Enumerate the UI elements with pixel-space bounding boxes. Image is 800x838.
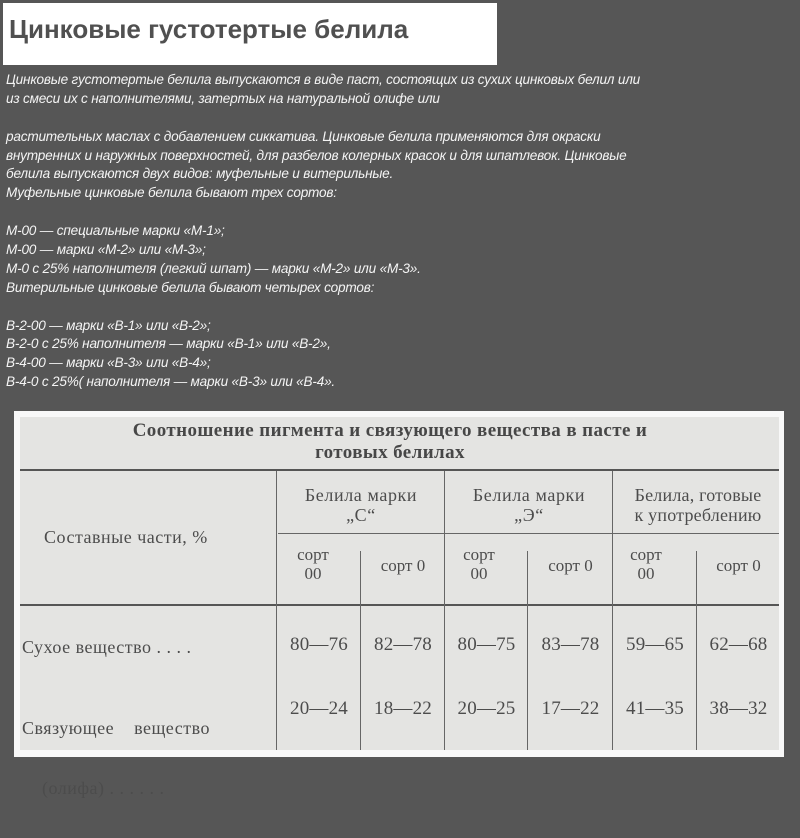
group-header-line: Белила марки [304, 485, 418, 505]
table-cell: 38—32 [709, 698, 768, 719]
article-line: М-0 с 25% наполнителя (легкий шпат) — марки «М-2» или «М-3». [6, 260, 421, 276]
table-cell: 83—78 [541, 634, 600, 655]
table-col-divider [444, 471, 445, 750]
article-line: М-00 — специальные марки «М-1»; [6, 223, 225, 239]
article-line: растительных маслах с добавлением сиккатива. Цинковые белила применяются для окраски [6, 128, 601, 144]
group-header-line: Белила, готовые [634, 485, 762, 505]
table-image-frame [14, 411, 784, 798]
table-caption [20, 420, 760, 464]
table-cell: 20—25 [457, 698, 516, 719]
group-header-e [446, 485, 612, 525]
table-rule-header-bottom [20, 604, 779, 606]
table-cell: 41—35 [626, 698, 684, 719]
subheader-line: сорт [297, 545, 329, 564]
table-cell: 62—68 [709, 634, 768, 655]
article-line: В-2-0 с 25% наполнителя — марки «В-1» или «В-2», [6, 336, 331, 352]
article-line: Муфельные цинковые белила бывают трех сортов: [6, 185, 337, 201]
subheader-ready-00 [614, 545, 678, 583]
subheader-line: 00 [637, 564, 655, 583]
subheader-line: сорт [463, 545, 495, 564]
subheader-line: сорт 0 [548, 556, 593, 575]
table-rule-subheader [278, 533, 779, 534]
row-label-line: Связующее вещество [22, 718, 210, 738]
article-line: из смеси их с наполнителями, затертых на натуральной олифе или [6, 90, 440, 106]
table-cell: 18—22 [374, 698, 432, 719]
subheader-c-00 [278, 545, 348, 583]
row-label-dry-matter: Сухое вещество . . . . [22, 637, 192, 657]
article-line: белила выпускаются двух видов: муфельные и витерильные. [6, 166, 394, 182]
group-header-ready [614, 485, 782, 525]
article-line: внутренних и наружных поверхностей, для разбелов колерных красок и для шпатлевок. Цинковые [6, 147, 627, 163]
subheader-line: сорт [630, 545, 662, 564]
title-box [3, 3, 497, 65]
group-header-line: Белила марки [472, 485, 586, 505]
article-blank-line [6, 298, 796, 317]
table-col-divider [612, 471, 613, 750]
article-line: М-00 — марки «М-2» или «М-3»; [6, 242, 206, 258]
row-label-binder [22, 678, 210, 838]
table-cell: 20—24 [290, 698, 348, 719]
article-blank-line [6, 109, 796, 128]
article-line: Витерильные цинковые белила бывают четырех сортов: [6, 279, 375, 295]
table-caption-line: готовых белилах [315, 442, 465, 463]
ratio-table [20, 417, 779, 798]
table-cell: 80—76 [290, 634, 348, 655]
table-cell: 59—65 [626, 634, 684, 655]
subheader-line: 00 [304, 564, 322, 583]
subheader-e-00 [446, 545, 512, 583]
subheader-line: сорт 0 [716, 556, 761, 575]
subheader-c-0 [362, 556, 444, 575]
subheader-line: сорт 0 [380, 556, 426, 575]
article-line: В-4-00 — марки «В-3» или «В-4»; [6, 355, 211, 371]
table-col-divider [696, 551, 697, 750]
article-blank-line [6, 203, 796, 222]
subheader-e-0 [529, 556, 612, 575]
article-text [6, 71, 796, 392]
table-caption-line: Соотношение пигмента и связующего вещества в пасте и [132, 420, 648, 441]
table-cell: 82—78 [374, 634, 432, 655]
table-cell: 80—75 [457, 634, 516, 655]
table-col-divider [527, 551, 528, 750]
article-line: В-4-0 с 25%( наполнителя — марки «В-3» или «В-4». [6, 374, 336, 390]
table-rule-top [20, 469, 779, 471]
row-label-line: (олифа) . . . . . . [42, 778, 165, 798]
subheader-ready-0 [698, 556, 779, 575]
group-header-line: „Э“ [514, 505, 544, 525]
row-header-label: Составные части, % [44, 527, 208, 547]
article-line: В-2-00 — марки «В-1» или «В-2»; [6, 317, 211, 333]
table-col-divider [360, 551, 361, 750]
subheader-line: 00 [470, 564, 488, 583]
table-col-divider [276, 471, 277, 750]
group-header-c [278, 485, 444, 525]
article-line: Цинковые густотертые белила выпускаются в виде паст, состоящих из сухих цинковых белил или [6, 72, 641, 87]
page-title: Цинковые густотертые белила [9, 14, 409, 44]
group-header-line: к употреблению [634, 505, 762, 525]
group-header-line: „С“ [346, 505, 376, 525]
table-cell: 17—22 [541, 698, 600, 719]
